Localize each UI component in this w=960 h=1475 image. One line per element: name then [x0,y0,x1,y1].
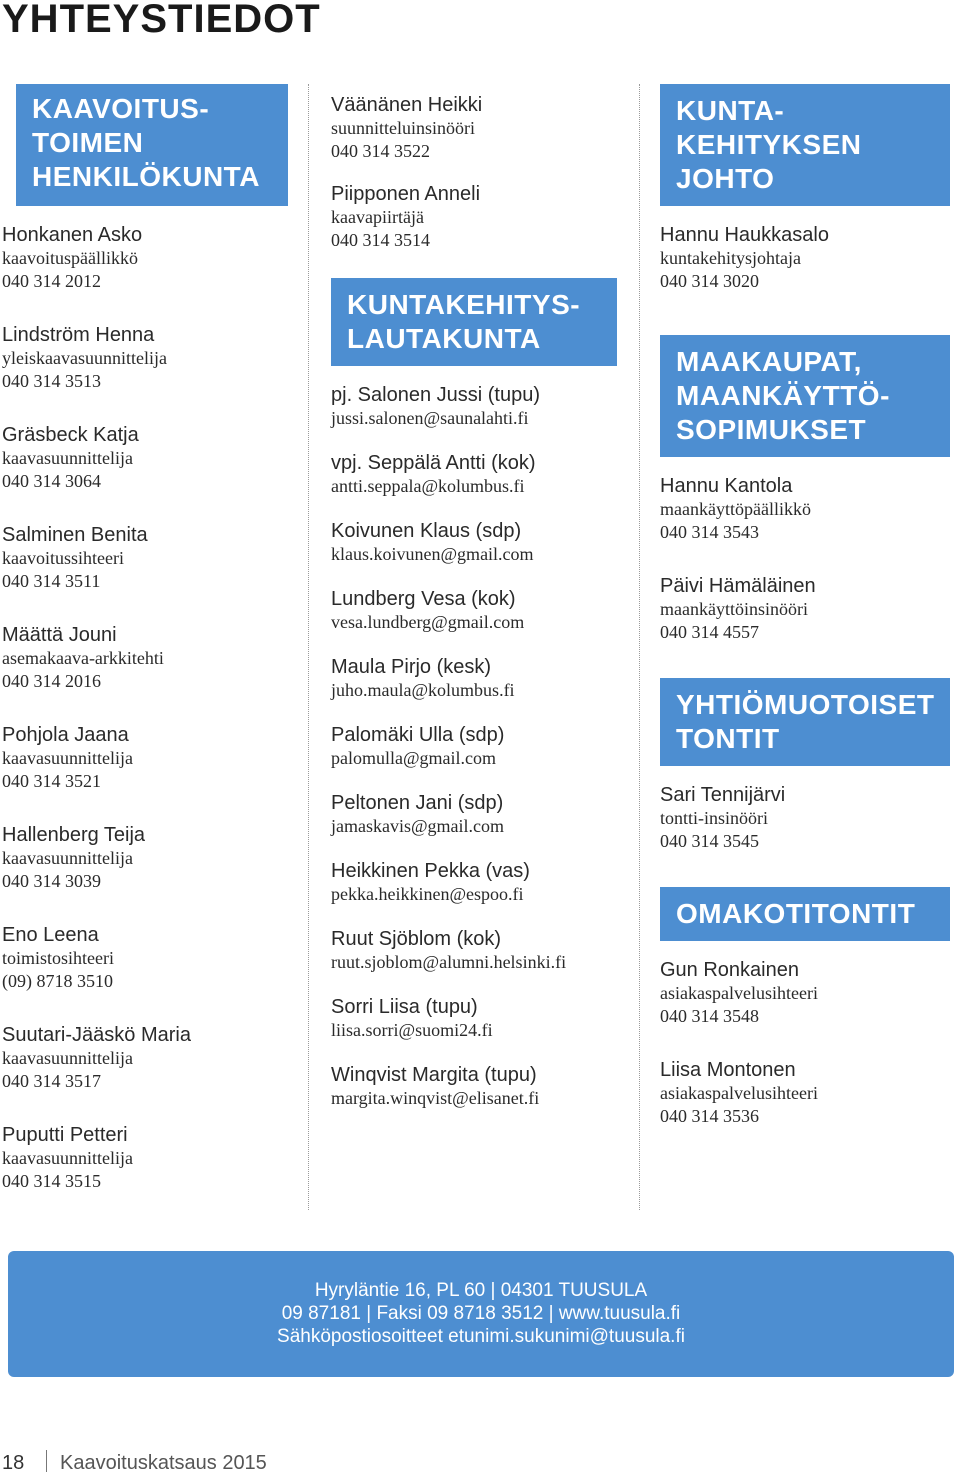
contact-role: kaavasuunnittelija [2,448,133,468]
contact-phone: 040 314 3548 [660,1006,759,1026]
contact-name: Gräsbeck Katja [2,424,139,446]
contact-entry [660,959,950,1028]
board-member [331,1064,631,1110]
contact-role: kuntakehitysjohtaja [660,248,801,268]
contact-role: asiakaspalvelusihteeri [660,983,818,1003]
member-email: margita.winqvist@elisanet.fi [331,1088,540,1108]
contact-role: kaavoituspäällikkö [2,248,138,268]
footer-address: Hyryläntie 16, PL 60 | 04301 TUUSULA [314,1280,648,1301]
footer-divider [46,1450,47,1472]
contact-entry [2,324,294,393]
contact-phone: 040 314 2012 [2,271,101,291]
contact-phone: 040 314 3039 [2,871,101,891]
contact-phone: 040 314 3513 [2,371,101,391]
contact-entry [2,1024,294,1093]
board-member [331,384,631,430]
contact-name: Gun Ronkainen [660,959,799,981]
contact-entry [2,524,294,593]
section-heading-board [331,278,617,366]
heading-line: MAANKÄYTTÖ- [676,380,890,411]
contact-phone: 040 314 4557 [660,622,759,642]
member-email: liisa.sorri@suomi24.fi [331,1020,493,1040]
publication-name: Kaavoituskatsaus 2015 [60,1452,267,1474]
member-name: Lundberg Vesa (kok) [331,588,516,610]
board-member [331,724,631,770]
contact-role: tontti-insinööri [660,808,768,828]
board-member [331,656,631,702]
board-member [331,588,631,634]
contact-entry [331,94,631,163]
contact-name: Salminen Benita [2,524,148,546]
contact-phone: 040 314 3536 [660,1106,759,1126]
contact-entry [2,224,294,293]
board-member [331,996,631,1042]
heading-line: KEHITYKSEN [676,129,862,160]
contact-name: Väänänen Heikki [331,94,483,116]
contact-role: yleiskaavasuunnittelija [2,348,167,368]
contact-entry [660,1059,950,1128]
heading-line: YHTIÖMUOTOISET [676,689,935,720]
contact-name: Sari Tennijärvi [660,784,786,806]
contact-role: toimistosihteeri [2,948,114,968]
contact-entry [2,424,294,493]
heading-line: TOIMEN [32,127,144,158]
section-heading-company-plots [660,678,950,766]
contact-phone: 040 314 3517 [2,1071,101,1091]
column-board [331,84,631,1132]
contact-phone: 040 314 3522 [331,141,430,161]
contact-name: Eno Leena [2,924,99,946]
member-name: Maula Pirjo (kesk) [331,656,492,678]
member-name: Palomäki Ulla (sdp) [331,724,505,746]
contact-phone: 040 314 3514 [331,230,430,250]
board-member [331,860,631,906]
contact-phone: 040 314 3543 [660,522,759,542]
contact-role: asemakaava-arkkitehti [2,648,164,668]
member-name: Heikkinen Pekka (vas) [331,860,530,882]
contact-role: kaavasuunnittelija [2,1048,133,1068]
heading-line: HENKILÖKUNTA [32,161,260,192]
contact-phone: 040 314 3545 [660,831,759,851]
section-heading-house-plots [660,887,950,941]
contact-name: Hallenberg Teija [2,824,146,846]
contact-entry [660,575,950,644]
heading-line: OMAKOTITONTIT [676,898,916,929]
contact-name: Hannu Haukkasalo [660,224,829,246]
contact-entry [331,183,631,252]
contact-phone: 040 314 3020 [660,271,759,291]
contact-entry [660,475,950,544]
member-name: vpj. Seppälä Antti (kok) [331,452,536,474]
section-heading-development [660,84,950,206]
member-name: Peltonen Jani (sdp) [331,792,504,814]
contact-name: Puputti Petteri [2,1124,128,1146]
contact-role: maankäyttöinsinööri [660,599,808,619]
contact-entry [2,824,294,893]
board-member [331,928,631,974]
contact-name: Pohjola Jaana [2,724,129,746]
contact-role: suunnitteluinsinööri [331,118,475,138]
member-email: vesa.lundberg@gmail.com [331,612,525,632]
contact-phone: 040 314 3515 [2,1171,101,1191]
contact-name: Päivi Hämäläinen [660,575,816,597]
heading-line: KAAVOITUS- [32,93,210,124]
contact-name: Määttä Jouni [2,624,117,646]
footer-email-format: Sähköpostiosoitteet etunimi.sukunimi@tuusula.fi [277,1326,685,1347]
page-title: YHTEYSTIEDOT [2,0,321,41]
member-email: jamaskavis@gmail.com [331,816,505,836]
member-email: ruut.sjoblom@alumni.helsinki.fi [331,952,567,972]
member-email: juho.maula@kolumbus.fi [331,680,515,700]
member-email: antti.seppala@kolumbus.fi [331,476,525,496]
contact-phone: 040 314 3511 [2,571,101,591]
contact-phone: 040 314 3064 [2,471,101,491]
contact-phone: (09) 8718 3510 [2,971,113,991]
contact-role: asiakaspalvelusihteeri [660,1083,818,1103]
contact-phone: 040 314 3521 [2,771,101,791]
footer-phone-web: 09 87181 | Faksi 09 8718 3512 | www.tuusula.fi [281,1303,681,1324]
contact-role: kaavoitussihteeri [2,548,124,568]
board-member [331,792,631,838]
contact-phone: 040 314 2016 [2,671,101,691]
contact-entry [660,784,950,853]
contact-role: kaavasuunnittelija [2,1148,133,1168]
contact-role: kaavasuunnittelija [2,848,133,868]
page-number: 18 [2,1452,25,1474]
member-name: Winqvist Margita (tupu) [331,1064,537,1086]
heading-line: JOHTO [676,163,775,194]
member-email: palomulla@gmail.com [331,748,497,768]
board-member [331,520,631,566]
heading-line: LAUTAKUNTA [347,323,541,354]
column-planning-staff [2,84,294,1224]
column-development [660,84,950,1159]
contact-role: maankäyttöpäällikkö [660,499,811,519]
heading-line: SOPIMUKSET [676,414,867,445]
contact-entry [2,624,294,693]
board-member [331,452,631,498]
contact-entry [2,1124,294,1193]
heading-line: MAAKAUPAT, [676,346,862,377]
heading-line: KUNTAKEHITYS- [347,289,581,320]
contact-role: kaavasuunnittelija [2,748,133,768]
member-email: pekka.heikkinen@espoo.fi [331,884,524,904]
heading-line: TONTIT [676,723,780,754]
contact-name: Lindström Henna [2,324,155,346]
member-email: jussi.salonen@saunalahti.fi [331,408,529,428]
contact-name: Piipponen Anneli [331,183,481,205]
section-heading-planning-staff [16,84,288,206]
contact-role: kaavapiirtäjä [331,207,424,227]
contact-name: Suutari-Jääskö Maria [2,1024,191,1046]
contact-entry [660,224,950,293]
contact-entry [2,724,294,793]
column-divider [308,84,309,1210]
contact-name: Hannu Kantola [660,475,793,497]
member-name: Koivunen Klaus (sdp) [331,520,522,542]
column-divider [639,84,640,1210]
contact-entry [2,924,294,993]
section-heading-land-use [660,335,950,457]
member-name: pj. Salonen Jussi (tupu) [331,384,541,406]
member-email: klaus.koivunen@gmail.com [331,544,534,564]
member-name: Ruut Sjöblom (kok) [331,928,502,950]
heading-line: KUNTA- [676,95,785,126]
contact-name: Liisa Montonen [660,1059,796,1081]
member-name: Sorri Liisa (tupu) [331,996,478,1018]
contact-footer [8,1279,954,1348]
contact-name: Honkanen Asko [2,224,143,246]
